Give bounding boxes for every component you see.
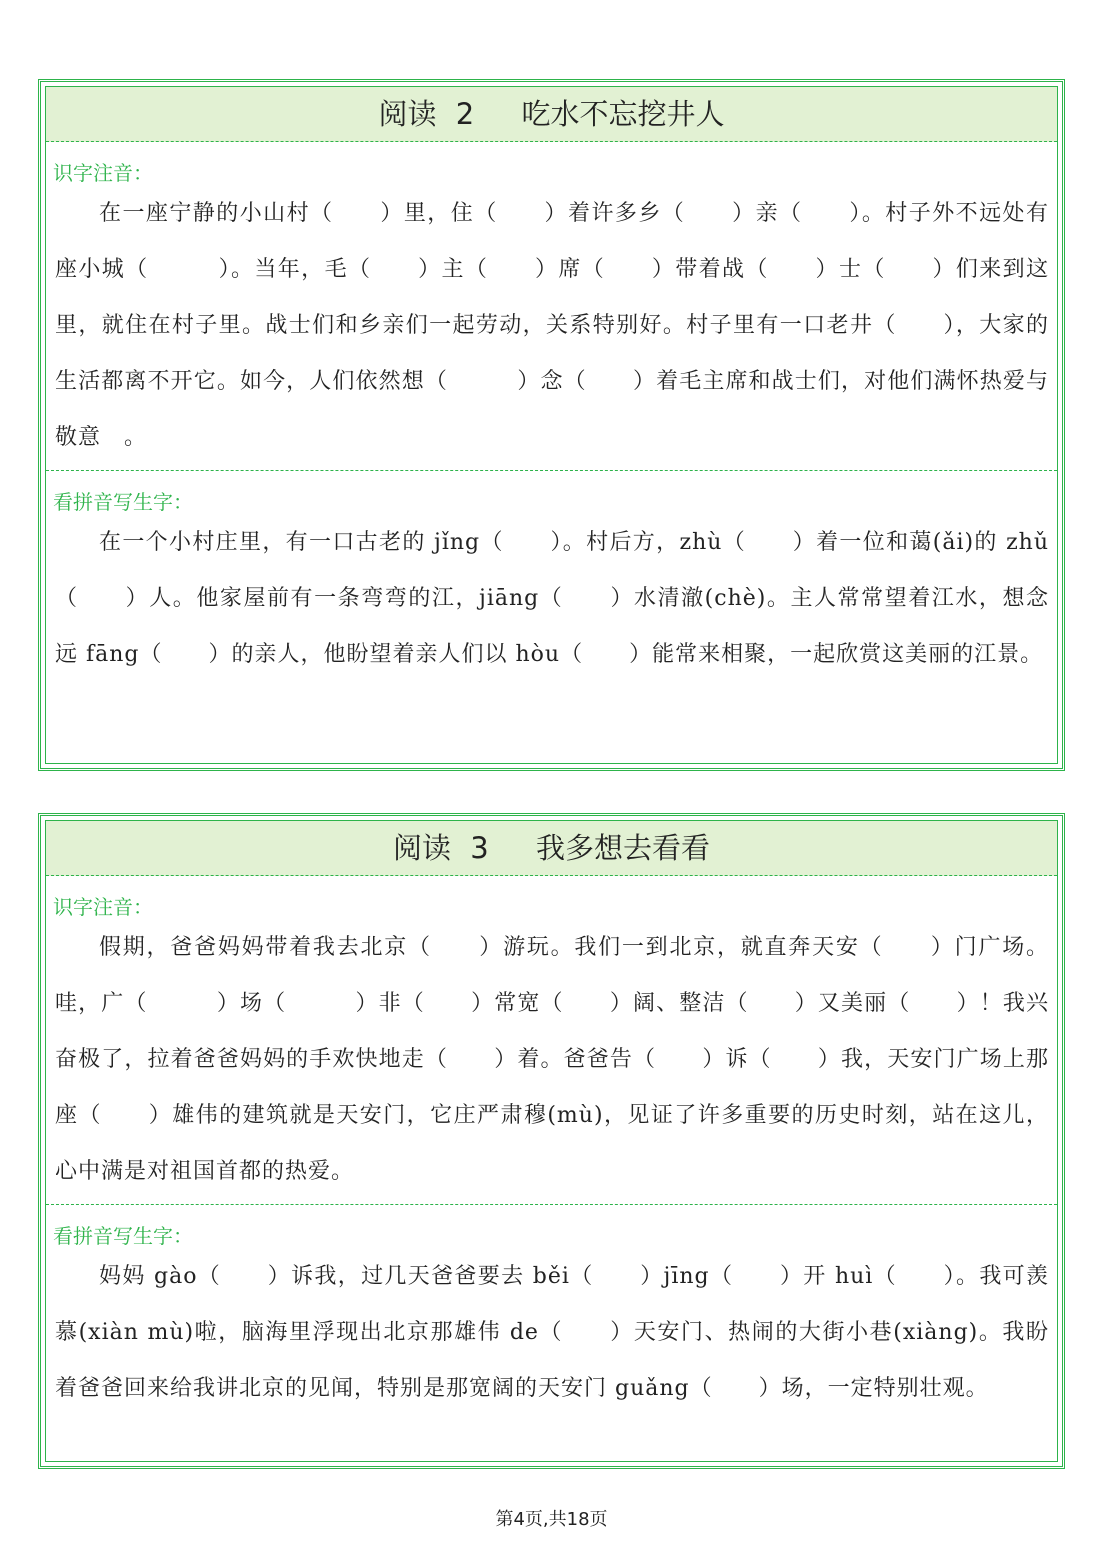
section-label-zhuyin: 识字注音： (53, 895, 153, 919)
title-number: 3 (470, 831, 489, 865)
section-text-pinyin: 妈妈 gào（ ）诉我，过几天爸爸要去 běi（ ）jīng（ ）开 huì（ ）。我可羡慕(xiàn mù)啦，脑海里浮现出北京那雄伟 de（ ）天安门、热闹的大街小巷(xiàng)。我盼着爸爸回来给我讲北京的见闻，特别是那宽阔的天安门 guǎng（ ）场，一定特别壮观。 (55, 1264, 1049, 1401)
section-text-zhuyin: 在一座宁静的小山村（ ）里，住（ ）着许多乡（ ）亲（ ）。村子外不远处有座小城（ ）。当年，毛（ ）主（ ）席（ ）带着战（ ）士（ ）们来到这里，就住在村子里。战士们和乡亲们一起劳动，关系特别好。村子里有一口老井（ ），大家的生活都离不开它。如今，人们依然想（ ）念（ ）着毛主席和战士们，对他们满怀热爱与敬意 。 (55, 201, 1049, 450)
reading-3-box (38, 813, 1065, 1469)
reading-3-inner (45, 820, 1058, 1462)
section-label-zhuyin: 识字注音： (53, 161, 153, 185)
title-text: 我多想去看看 (535, 831, 710, 865)
section-text-zhuyin: 假期，爸爸妈妈带着我去北京（ ）游玩。我们一到北京，就直奔天安（ ）门广场。哇，广（ ）场（ ）非（ ）常宽（ ）阔、整洁（ ）又美丽（ ）！我兴奋极了，拉着爸爸妈妈的手欢快地走（ ）着。爸爸告（ ）诉（ ）我，天安门广场上那座（ ）雄伟的建筑就是天安门，它庄严肃穆(mù)，见证了许多重要的历史时刻，站在这儿，心中满是对祖国首都的热爱。 (55, 935, 1049, 1184)
section-text-pinyin: 在一个小村庄里，有一口古老的 jǐng（ ）。村后方，zhù（ ）着一位和蔼(ǎi)的 zhǔ（ ）人。他家屋前有一条弯弯的江，jiāng（ ）水清澈(chè)。主人常常望着江水，想念远 fāng（ ）的亲人，他盼望着亲人们以 hòu（ ）能常来相聚，一起欣赏这美丽的江景。 (55, 530, 1049, 667)
title-prefix: 阅读 (378, 97, 437, 131)
page-number: 第4页,共18页 (495, 1509, 608, 1530)
reading-3-title (46, 821, 1057, 876)
section-label-pinyin: 看拼音写生字： (53, 490, 193, 514)
reading-2-title (46, 87, 1057, 142)
title-number: 2 (455, 97, 475, 131)
reading-2-box (38, 79, 1065, 771)
section-divider (46, 1204, 1057, 1205)
section-divider (46, 470, 1057, 471)
title-text: 吃水不忘挖井人 (521, 97, 725, 131)
title-prefix: 阅读 (393, 831, 452, 865)
section-label-pinyin: 看拼音写生字： (53, 1224, 193, 1248)
reading-2-inner (45, 86, 1058, 764)
